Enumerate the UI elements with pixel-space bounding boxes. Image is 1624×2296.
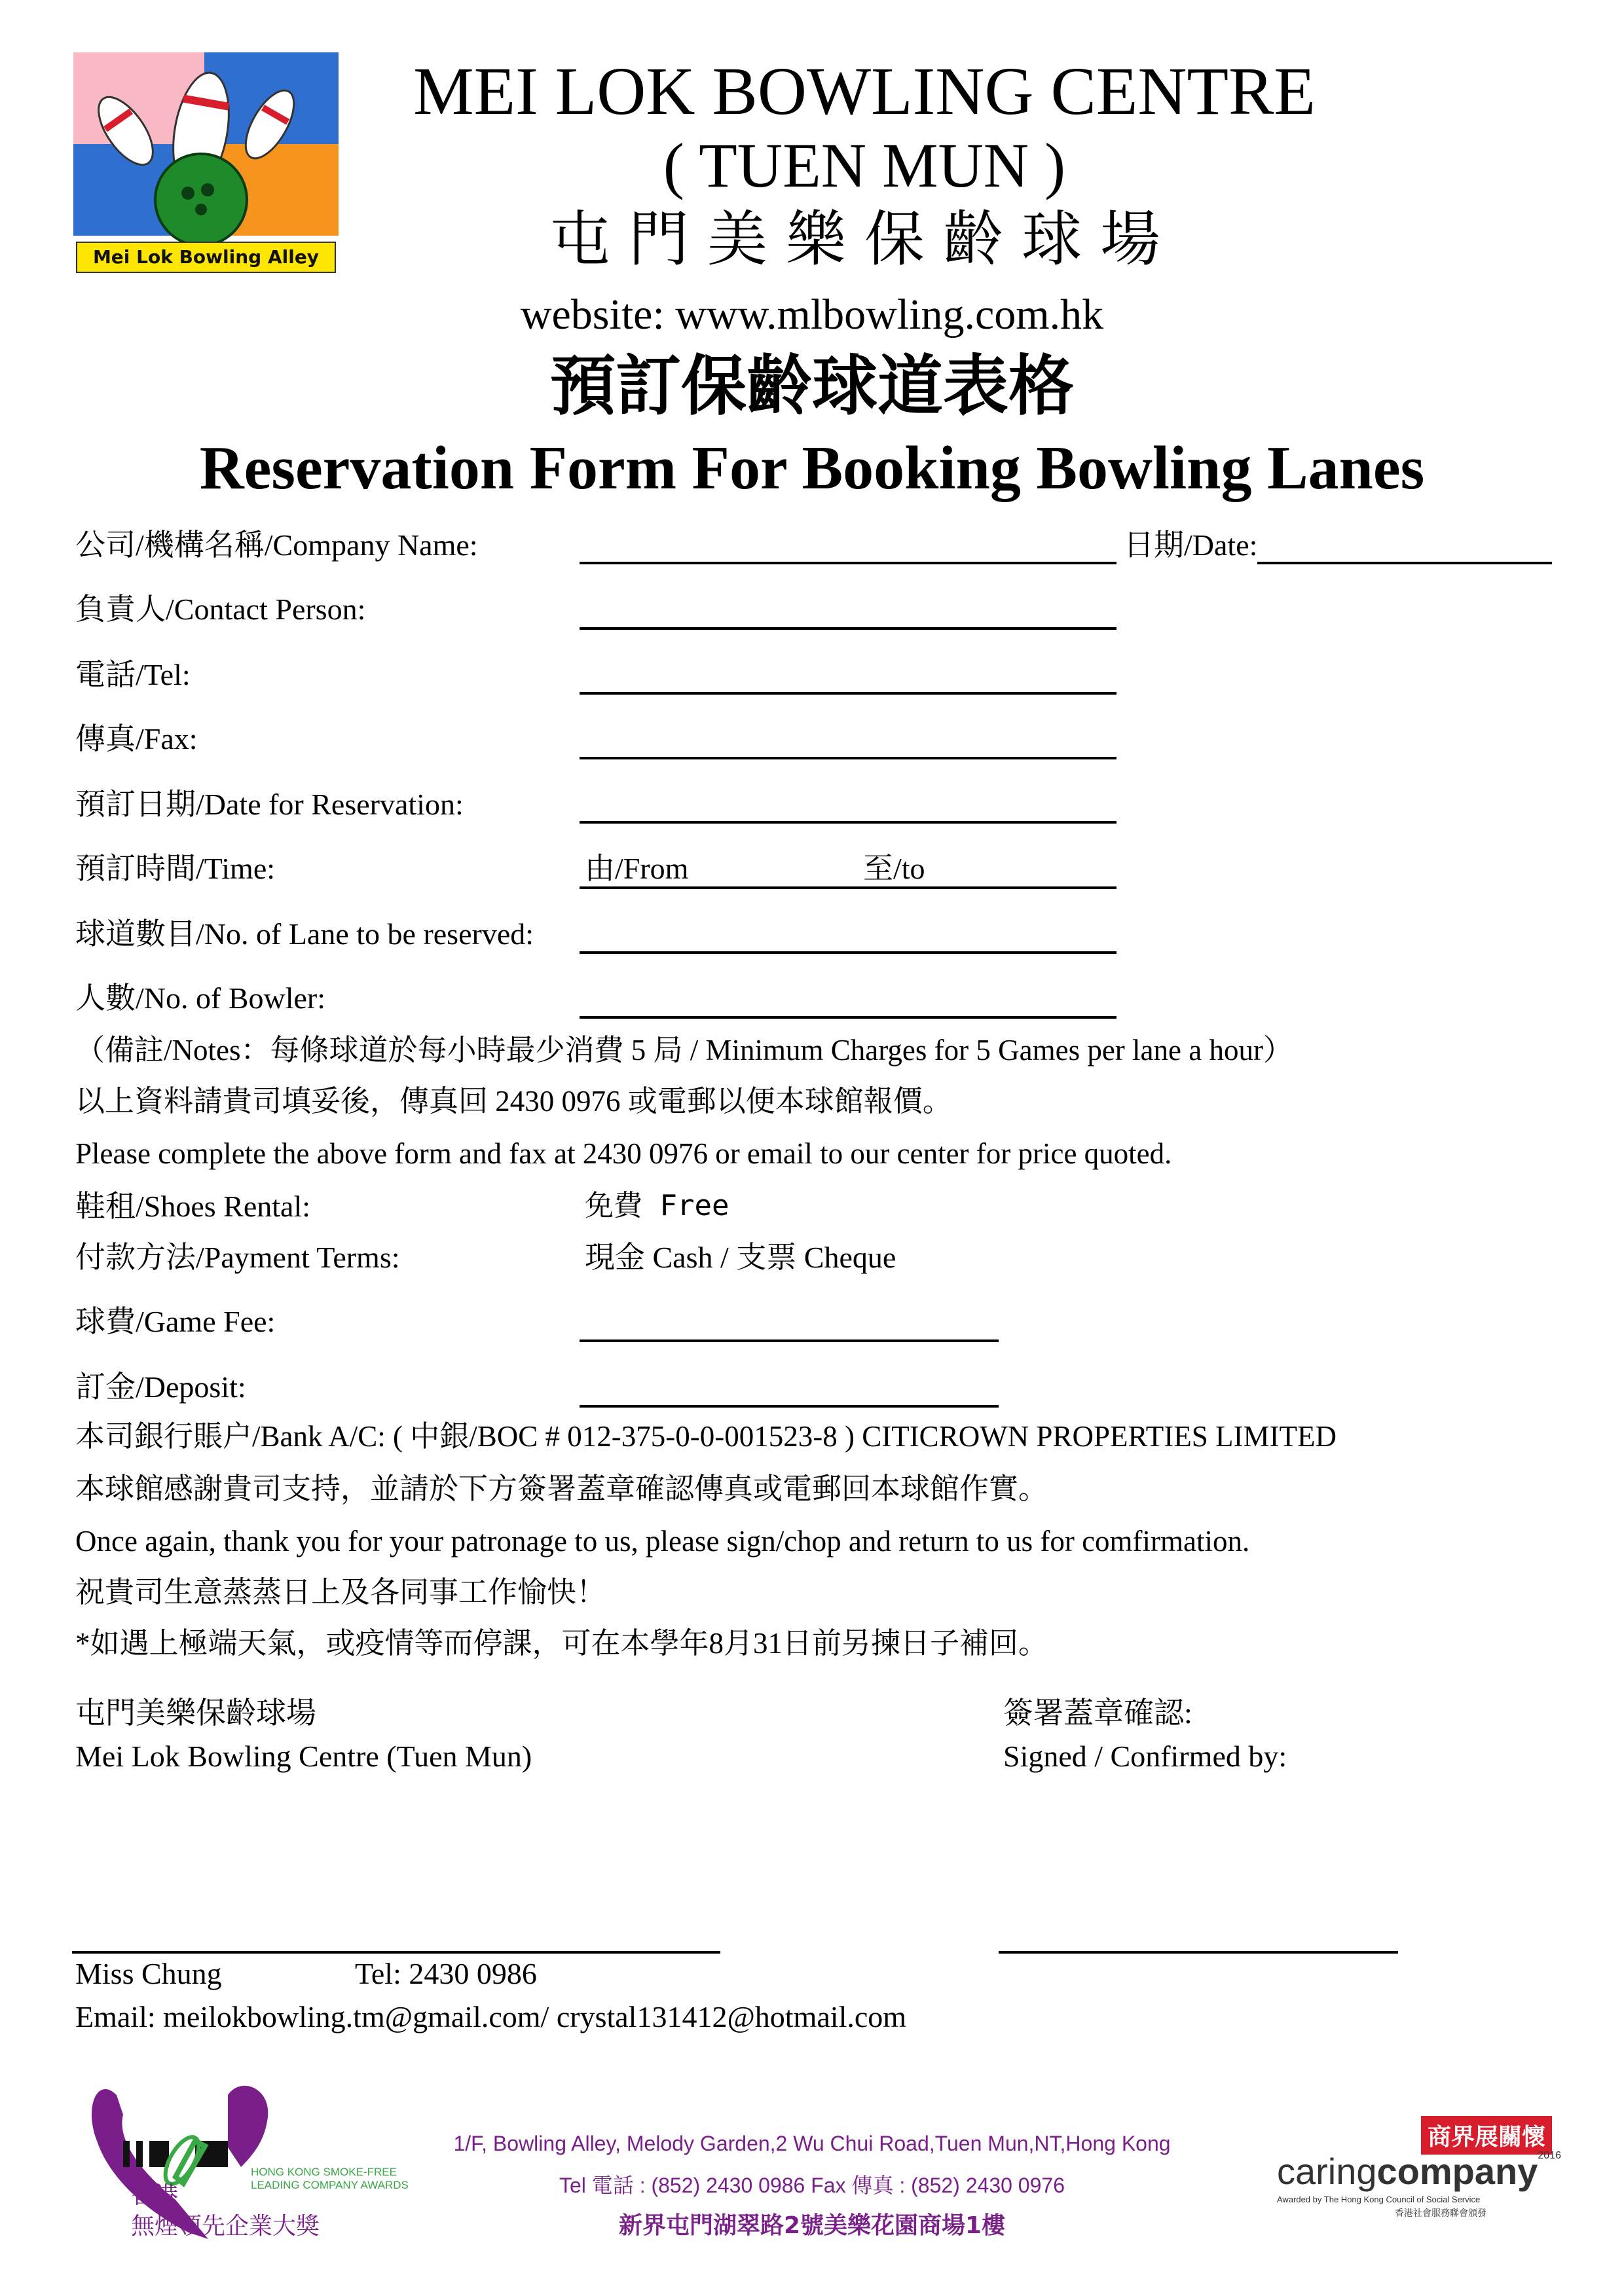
payment-terms-value: 現金 Cash / 支票 Cheque — [585, 1241, 896, 1274]
signature-line-right[interactable] — [999, 1951, 1398, 1954]
contact-name: Miss Chung — [75, 1957, 222, 1990]
footer-address-cn: 新界屯門湖翠路2號美樂花園商場1樓 — [618, 2212, 1006, 2239]
signature-right-cn: 簽署蓋章確認: — [1003, 1696, 1192, 1730]
time-to-label: 至/to — [863, 852, 925, 885]
time-field[interactable] — [580, 886, 1116, 889]
tel-field[interactable] — [580, 692, 1116, 695]
caring-company-logo — [1277, 2116, 1561, 2221]
signature-right-en: Signed / Confirmed by: — [1003, 1740, 1287, 1773]
tel-label: 電話/Tel: — [75, 658, 191, 691]
reservation-date-label: 預訂日期/Date for Reservation: — [75, 788, 464, 821]
form-title-en: Reservation Form For Booking Bowling Lanes — [199, 434, 1425, 502]
deposit-field[interactable] — [580, 1405, 999, 1408]
caring-year: 2016 — [1538, 2150, 1561, 2161]
fax-field[interactable] — [580, 757, 1116, 759]
signature-left-cn: 屯門美樂保齡球場 — [75, 1696, 316, 1730]
caring-company-tag: 商界展關懷 — [1421, 2116, 1552, 2155]
footer-address-en: 1/F, Bowling Alley, Melody Garden,2 Wu Chui Road,Tuen Mun,NT,Hong Kong — [453, 2132, 1171, 2155]
logo-caption: Mei Lok Bowling Alley — [92, 246, 320, 268]
signature-line-left[interactable] — [72, 1951, 720, 1954]
fax-instruction-en: Please complete the above form and fax at 2430 0976 or email to our center for price quoted. — [75, 1137, 1172, 1170]
thanks-en: Once again, thank you for your patronage to us, please sign/chop and return to us for comfirmation. — [75, 1525, 1250, 1558]
centre-name-cn: 屯門美樂保齡球場 — [549, 204, 1179, 274]
bowlers-label: 人數/No. of Bowler: — [75, 981, 326, 1015]
smoke-free-award-cn-2: 無煙領先企業大獎 — [131, 2213, 320, 2240]
game-fee-label: 球費/Game Fee: — [75, 1305, 276, 1338]
bowlers-field[interactable] — [580, 1016, 1116, 1019]
game-fee-field[interactable] — [580, 1339, 999, 1342]
footer-tel-fax: Tel 電話 : (852) 2430 0986 Fax 傳真 : (852) 2430 0976 — [559, 2174, 1065, 2197]
district-en: ( TUEN MUN ) — [663, 130, 1066, 200]
time-from-label: 由/From — [585, 852, 689, 885]
contact-tel: Tel: 2430 0986 — [355, 1957, 537, 1990]
weather-note-cn: *如遇上極端天氣，或疫情等而停課，可在本學年8月31日前另揀日子補回。 — [75, 1627, 1048, 1660]
contact-email: Email: meilokbowling.tm@gmail.com/ crystal131412@hotmail.com — [75, 2000, 907, 2033]
date-field[interactable] — [1257, 562, 1552, 564]
time-label: 預訂時間/Time: — [75, 852, 276, 885]
fax-instruction-cn: 以上資料請貴司填妥後，傳真回 2430 0976 或電郵以便本球館報價。 — [75, 1085, 952, 1118]
company-word: company — [1376, 2151, 1538, 2192]
shoes-rental-label: 鞋租/Shoes Rental: — [75, 1190, 311, 1223]
caring-company-sub-en: Awarded by The Hong Kong Council of Social Service — [1277, 2195, 1481, 2204]
lanes-field[interactable] — [580, 951, 1116, 954]
shoes-rental-value: 免費 Free — [585, 1189, 729, 1222]
contact-person-label: 負責人/Contact Person: — [75, 592, 366, 626]
smoke-free-award-cn-1: 香港 — [131, 2182, 179, 2209]
company-name-label: 公司/機構名稱/Company Name: — [75, 528, 478, 562]
smoke-free-award-en: HONG KONG SMOKE-FREE LEADING COMPANY AWARDS — [251, 2166, 409, 2191]
fax-label: 傳真/Fax: — [75, 722, 198, 756]
reservation-date-field[interactable] — [580, 821, 1116, 824]
centre-name-en: MEI LOK BOWLING CENTRE — [413, 54, 1316, 129]
form-title-cn: 預訂保齡球道表格 — [550, 348, 1074, 424]
payment-terms-label: 付款方法/Payment Terms: — [75, 1241, 400, 1274]
contact-person-field[interactable] — [580, 627, 1116, 630]
thanks-cn: 本球館感謝貴司支持，並請於下方簽署蓋章確認傳真或電郵回本球館作實。 — [75, 1472, 1048, 1505]
caring-company-wordmark — [1277, 2150, 1561, 2193]
date-label: 日期/Date: — [1124, 528, 1258, 562]
deposit-label: 訂金/Deposit: — [75, 1370, 246, 1404]
wish-cn: 祝貴司生意蒸蒸日上及各同事工作愉快！ — [75, 1576, 606, 1609]
bank-account-text: 本司銀行賬户/Bank A/C: ( 中銀/BOC # 012-375-0-0-001523-8 ) CITICROWN PROPERTIES LIMITED — [75, 1420, 1337, 1453]
signature-left-en: Mei Lok Bowling Centre (Tuen Mun) — [75, 1740, 532, 1773]
company-name-field[interactable] — [580, 562, 1116, 564]
lanes-label: 球道數目/No. of Lane to be reserved: — [75, 917, 534, 951]
caring-company-sub-cn: 香港社會服務聯會頒發 — [1395, 2208, 1486, 2219]
minimum-charge-note: （備註/Notes：每條球道於每小時最少消費 5 局 / Minimum Charges for 5 Games per lane a hour） — [75, 1034, 1293, 1066]
website-text: website: www.mlbowling.com.hk — [520, 291, 1104, 338]
caring-word: caring — [1277, 2151, 1377, 2192]
